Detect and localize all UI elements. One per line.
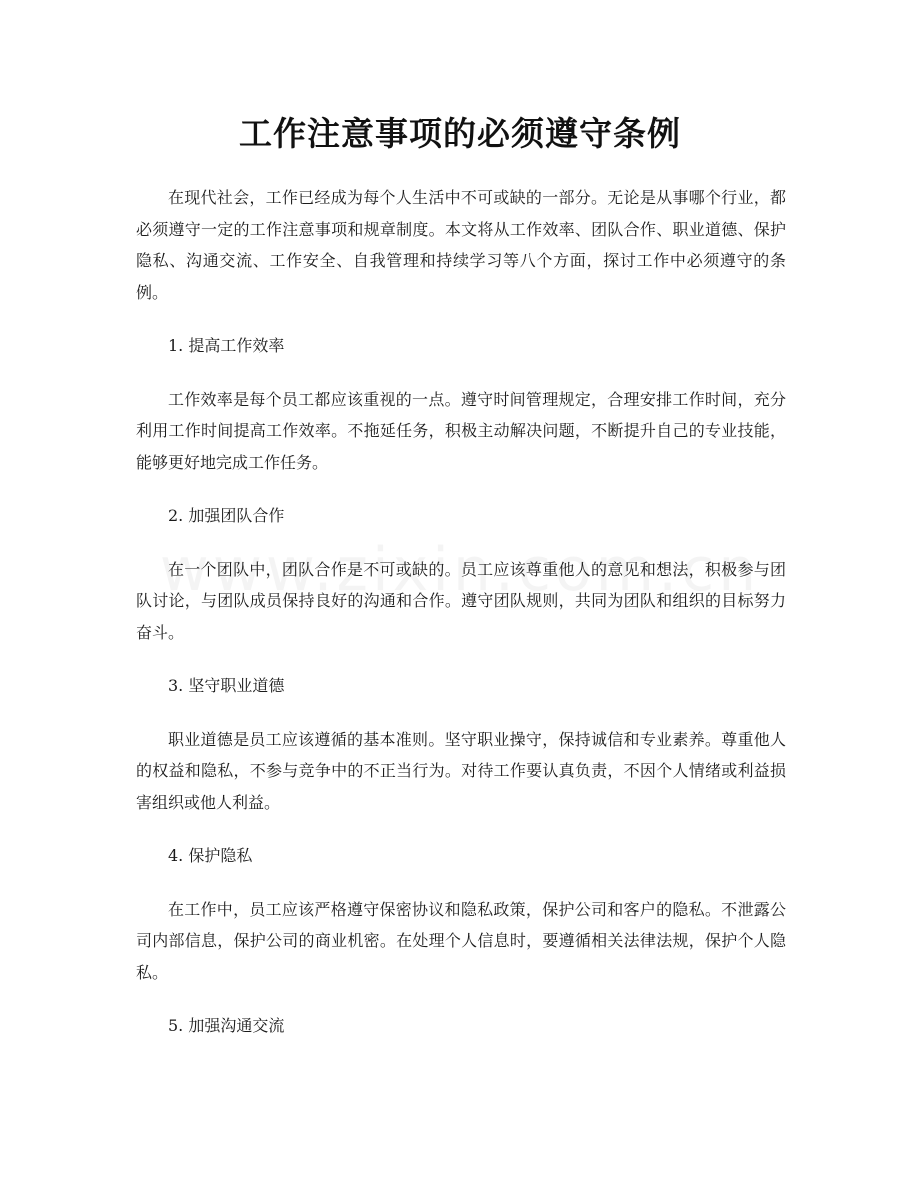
section-paragraph-1: 工作效率是每个员工都应该重视的一点。遵守时间管理规定，合理安排工作时间，充分利用工作时间提高工作效率。不拖延任务，积极主动解决问题，不断提升自己的专业技能，能够更好地完成工作任务。 xyxy=(136,389,786,472)
section-heading-2: 2. 加强团队合作 xyxy=(168,506,285,525)
intro-paragraph: 在现代社会，工作已经成为每个人生活中不可或缺的一部分。无论是从事哪个行业，都必须遵守一定的工作注意事项和规章制度。本文将从工作效率、团队合作、职业道德、保护隐私、沟通交流、工作安全、自我管理和持续学习等八个方面，探讨工作中必须遵守的条例。 xyxy=(136,188,786,302)
section-heading-3: 3. 坚守职业道德 xyxy=(168,676,285,695)
document-body xyxy=(136,182,786,1064)
section-heading-4: 4. 保护隐私 xyxy=(168,846,253,865)
section-paragraph-3: 职业道德是员工应该遵循的基本准则。坚守职业操守，保持诚信和专业素养。尊重他人的权益和隐私，不参与竞争中的不正当行为。对待工作要认真负责，不因个人情绪或利益损害组织或他人利益。 xyxy=(136,729,786,812)
section-heading-5: 5. 加强沟通交流 xyxy=(168,1016,285,1035)
section-paragraph-2: 在一个团队中，团队合作是不可或缺的。员工应该尊重他人的意见和想法，积极参与团队讨论，与团队成员保持良好的沟通和合作。遵守团队规则，共同为团队和组织的目标努力奋斗。 xyxy=(136,559,786,642)
section-heading-1: 1. 提高工作效率 xyxy=(168,336,285,355)
page-title: 工作注意事项的必须遵守条例 xyxy=(239,114,681,153)
section-paragraph-4: 在工作中，员工应该严格遵守保密协议和隐私政策，保护公司和客户的隐私。不泄露公司内部信息，保护公司的商业机密。在处理个人信息时，要遵循相关法律法规，保护个人隐私。 xyxy=(136,899,786,982)
